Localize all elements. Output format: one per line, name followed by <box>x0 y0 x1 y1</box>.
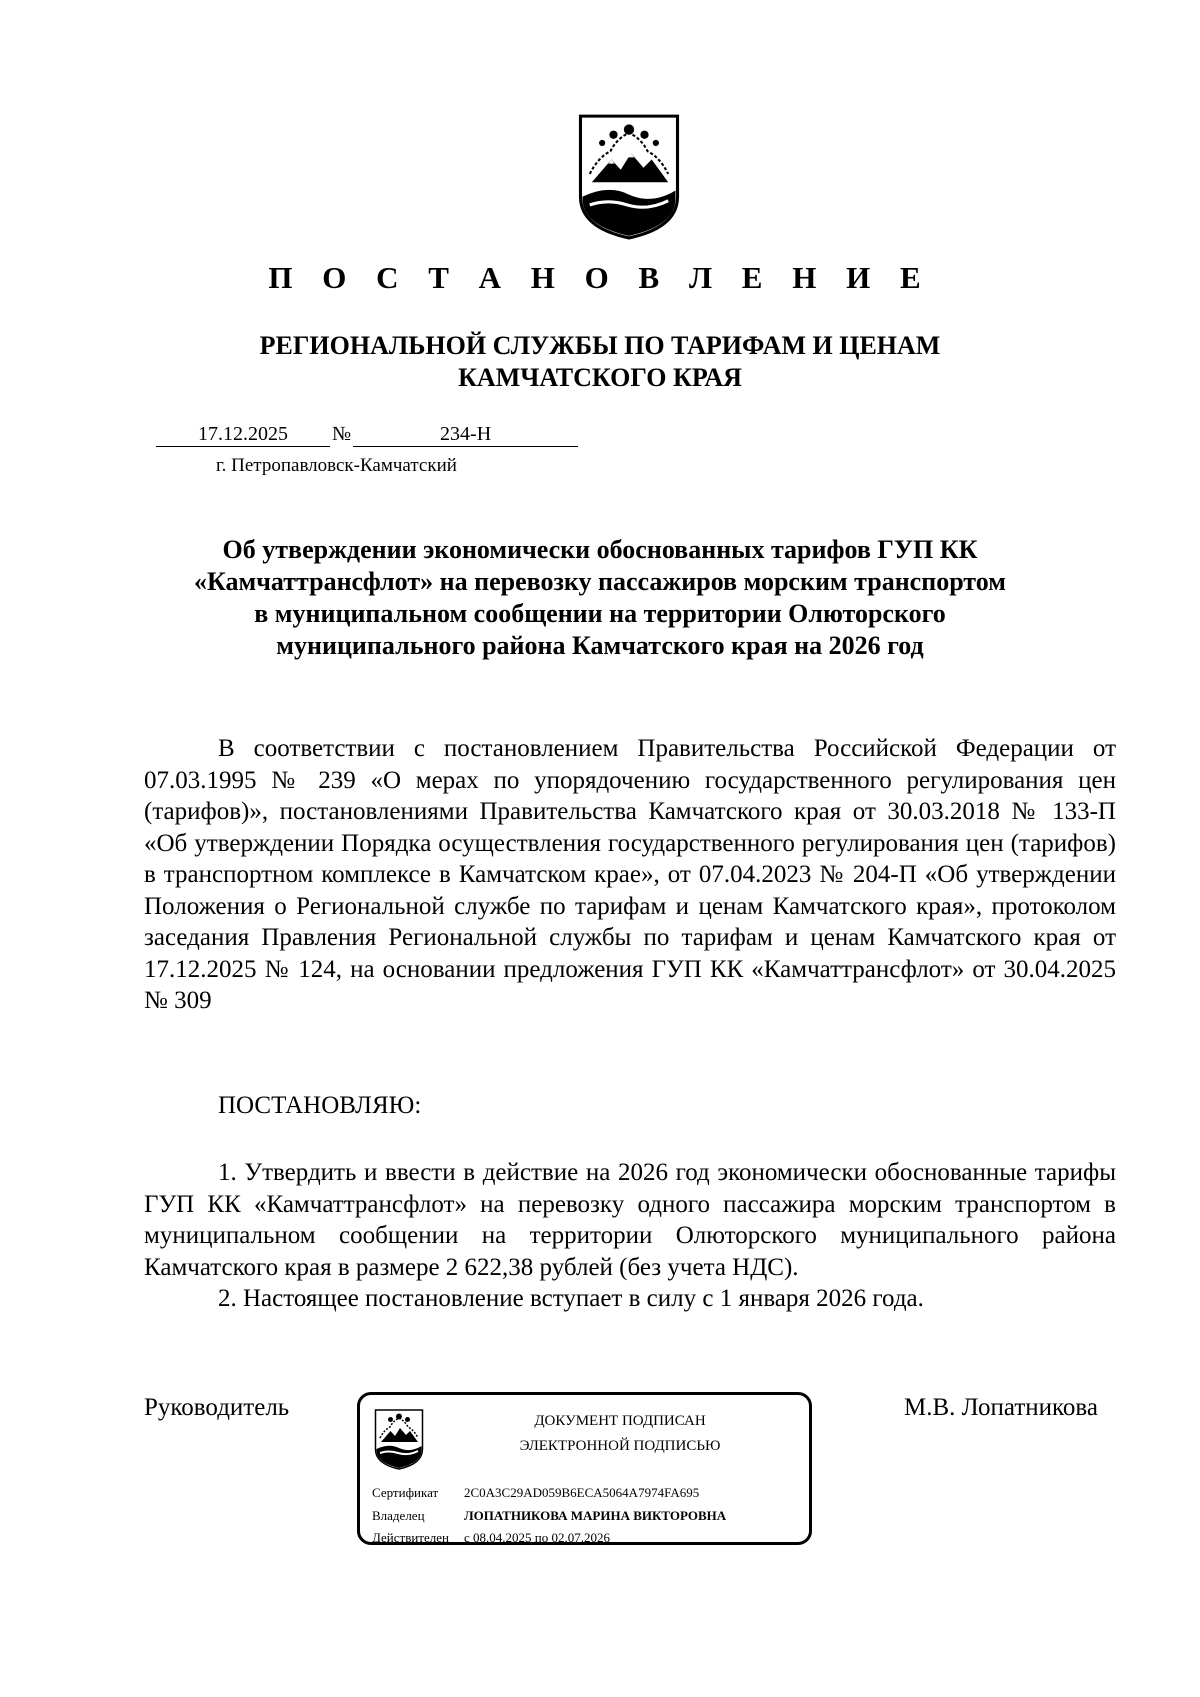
document-date: 17.12.2025 <box>156 423 330 447</box>
signer-title: Руководитель <box>144 1394 290 1421</box>
stamp-owner-row <box>372 1508 726 1524</box>
document-subject: Об утверждении экономически обоснованных тарифов ГУП КК «Камчаттрансфлот» на перевозку пассажиров морским транспортом в муниципальном сообщении на территории Олюторского муниципального района Камчатского края на 2026 год <box>194 535 1006 660</box>
authority-line-1: РЕГИОНАЛЬНОЙ СЛУЖБЫ ПО ТАРИФАМ И ЦЕНАМ <box>259 331 941 360</box>
certificate-value: 2C0A3C29AD059B6ECA5064A7974FA695 <box>464 1485 700 1500</box>
coat-of-arms-icon <box>577 112 681 240</box>
stamp-heading-line-2: ЭЛЕКТРОННОЙ ПОДПИСЬЮ <box>519 1438 721 1454</box>
stamp-heading-line-1: ДОКУМЕНТ ПОДПИСАН <box>534 1413 706 1429</box>
owner-value: ЛОПАТНИКОВА МАРИНА ВИКТОРОВНА <box>464 1508 727 1523</box>
basis-paragraph: В соответствии с постановлением Правительства Российской Федерации от 07.03.1995 № 239 «О мерах по упорядочению государственного регулирования цен (тарифов)», постановлениями Правительства Камчатского края от 30.03.2018 № 133-П «Об утверждении Порядка осуществления государственного регулирования цен (тарифов) в транспортном комплексе в Камчатском крае», от 07.04.2023 № 204-П «Об утверждении Положения о Региональной службе по тарифам и ценам Камчатского края», протоколом заседания Правления Региональной службы по тарифам и ценам Камчатского края от 17.12.2025 № 124, на основании предложения ГУП КК «Камчаттрансфлот» от 30.04.2025 № 309 <box>144 735 1116 1014</box>
valid-value: с 08.04.2025 по 02.07.2026 <box>464 1530 610 1545</box>
electronic-signature-stamp <box>357 1392 812 1545</box>
stamp-certificate-row <box>372 1485 699 1501</box>
stamp-heading <box>450 1409 790 1459</box>
document-type-title: П О С Т А Н О В Л Е Н И Е <box>268 260 932 295</box>
resolution-item-1: 1. Утвердить и ввести в действие на 2026 год экономически обоснованные тарифы ГУП КК «Камчаттрансфлот» на перевозку одного пассажира морским транспортом в муниципальном сообщении на территории Олюторского муниципального района Камчатского края в размере 2 622,38 рублей (без учета НДС). <box>144 1159 1116 1281</box>
resolution-item-2: 2. Настоящее постановление вступает в силу с 1 января 2026 года. <box>218 1285 924 1312</box>
document-reference <box>156 423 578 447</box>
number-label: № <box>332 423 352 445</box>
document-number: 234-Н <box>353 423 578 447</box>
certificate-label: Сертификат <box>372 1485 439 1500</box>
valid-label: Действителен <box>372 1530 449 1545</box>
document-city: г. Петропавловск-Камчатский <box>216 455 457 476</box>
basis-paragraph-block <box>144 733 1116 1017</box>
owner-label: Владелец <box>372 1508 425 1523</box>
signer-name: М.В. Лопатникова <box>904 1394 1098 1421</box>
issuing-authority <box>0 330 1200 394</box>
stamp-coat-of-arms-icon <box>374 1406 424 1472</box>
authority-line-2: КАМЧАТСКОГО КРАЯ <box>458 363 742 392</box>
resolution-items <box>144 1157 1116 1315</box>
resolve-word: ПОСТАНОВЛЯЮ: <box>218 1092 422 1119</box>
resolve-block <box>144 1090 1116 1122</box>
stamp-validity-row <box>372 1530 610 1546</box>
